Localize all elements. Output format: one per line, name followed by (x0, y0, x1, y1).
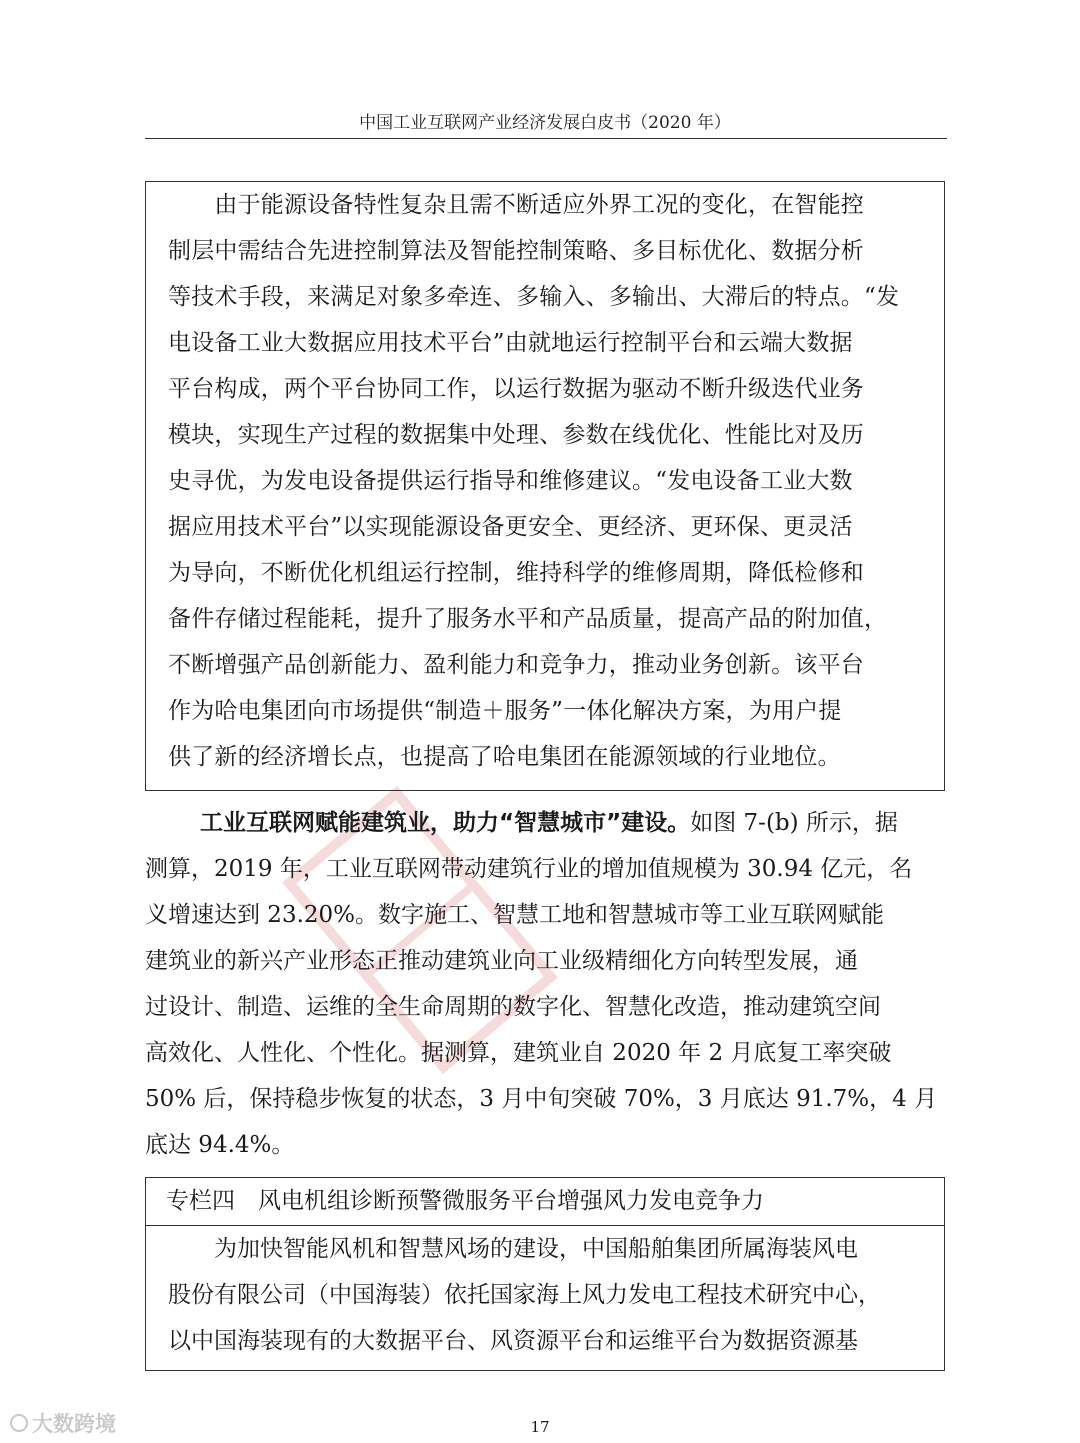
paragraph-first-line (200, 808, 898, 838)
paragraph-line: 高效化、人性化、个性化。据测算，建筑业自 2020 年 2 月底复工率突破 (145, 1040, 892, 1066)
box-line: 为导向，不断优化机组运行控制，维持科学的维修周期，降低检修和 (168, 560, 864, 586)
box-line: 供了新的经济增长点，也提高了哈电集团在能源领域的行业地位。 (168, 744, 841, 770)
paragraph-line: 测算，2019 年，工业互联网带动建筑行业的增加值规模为 30.94 亿元，名 (145, 856, 913, 882)
paragraph-line: 义增速达到 23.20%。数字施工、智慧工地和智慧城市等工业互联网赋能 (145, 902, 885, 928)
column-box-line: 股份有限公司（中国海装）依托国家海上风力发电工程技术研究中心， (168, 1282, 881, 1308)
box-line: 作为哈电集团向市场提供“制造＋服务”一体化解决方案，为用户提 (168, 698, 842, 724)
box-line: 等技术手段，来满足对象多牵连、多输入、多输出、大滞后的特点。“发 (168, 284, 900, 310)
box-line: 模块，实现生产过程的数据集中处理、参数在线优化、性能比对及历 (168, 422, 864, 448)
box-line: 不断增强产品创新能力、盈利能力和竞争力，推动业务创新。该平台 (168, 652, 864, 678)
watermark-text: 大数跨境 (32, 1412, 116, 1436)
paragraph-line: 过设计、制造、运维的全生命周期的数字化、智慧化改造，推动建筑空间 (145, 994, 881, 1020)
column-box-line: 为加快智能风机和智慧风场的建设，中国船舶集团所属海装风电 (168, 1236, 858, 1262)
box-line: 平台构成，两个平台协同工作，以运行数据为驱动不断升级迭代业务 (168, 376, 864, 402)
paragraph-bold-lead: 工业互联网赋能建筑业，助力“智慧城市”建设。 (200, 810, 691, 836)
column-box-title: 专栏四 风电机组诊断预警微服务平台增强风力发电竞争力 (146, 1178, 944, 1226)
box-line: 史寻优，为发电设备提供运行指导和维修建议。“发电设备工业大数 (168, 468, 853, 494)
page-number: 17 (530, 1418, 550, 1436)
case-study-box (145, 181, 945, 791)
box-line: 据应用技术平台”以实现能源设备更安全、更经济、更环保、更灵活 (168, 514, 853, 540)
watermark-logo-icon (10, 1414, 28, 1432)
column-box (145, 1177, 945, 1371)
paragraph-line: 建筑业的新兴产业形态正推动建筑业向工业级精细化方向转型发展，通 (145, 948, 858, 974)
box-line: 电设备工业大数据应用技术平台”由就地运行控制平台和云端大数据 (168, 330, 853, 356)
column-box-line: 以中国海装现有的大数据平台、风资源平台和运维平台为数据资源基 (168, 1328, 858, 1354)
source-watermark (10, 1408, 116, 1438)
paragraph-line: 底达 94.4%。 (145, 1132, 295, 1158)
running-header: 中国工业互联网产业经济发展白皮书（2020 年） (359, 113, 731, 133)
paragraph-line: 50% 后，保持稳步恢复的状态，3 月中旬突破 70%，3 月底达 91.7%，4 月 (145, 1086, 938, 1112)
box-line: 备件存储过程能耗，提升了服务水平和产品质量，提高产品的附加值， (168, 606, 888, 632)
paragraph-first-line-rest: 如图 7-(b) 所示，据 (690, 810, 898, 836)
box-line: 制层中需结合先进控制算法及智能控制策略、多目标优化、数据分析 (168, 238, 864, 264)
header-rule (145, 138, 947, 139)
box-line: 由于能源设备特性复杂且需不断适应外界工况的变化，在智能控 (168, 192, 864, 218)
